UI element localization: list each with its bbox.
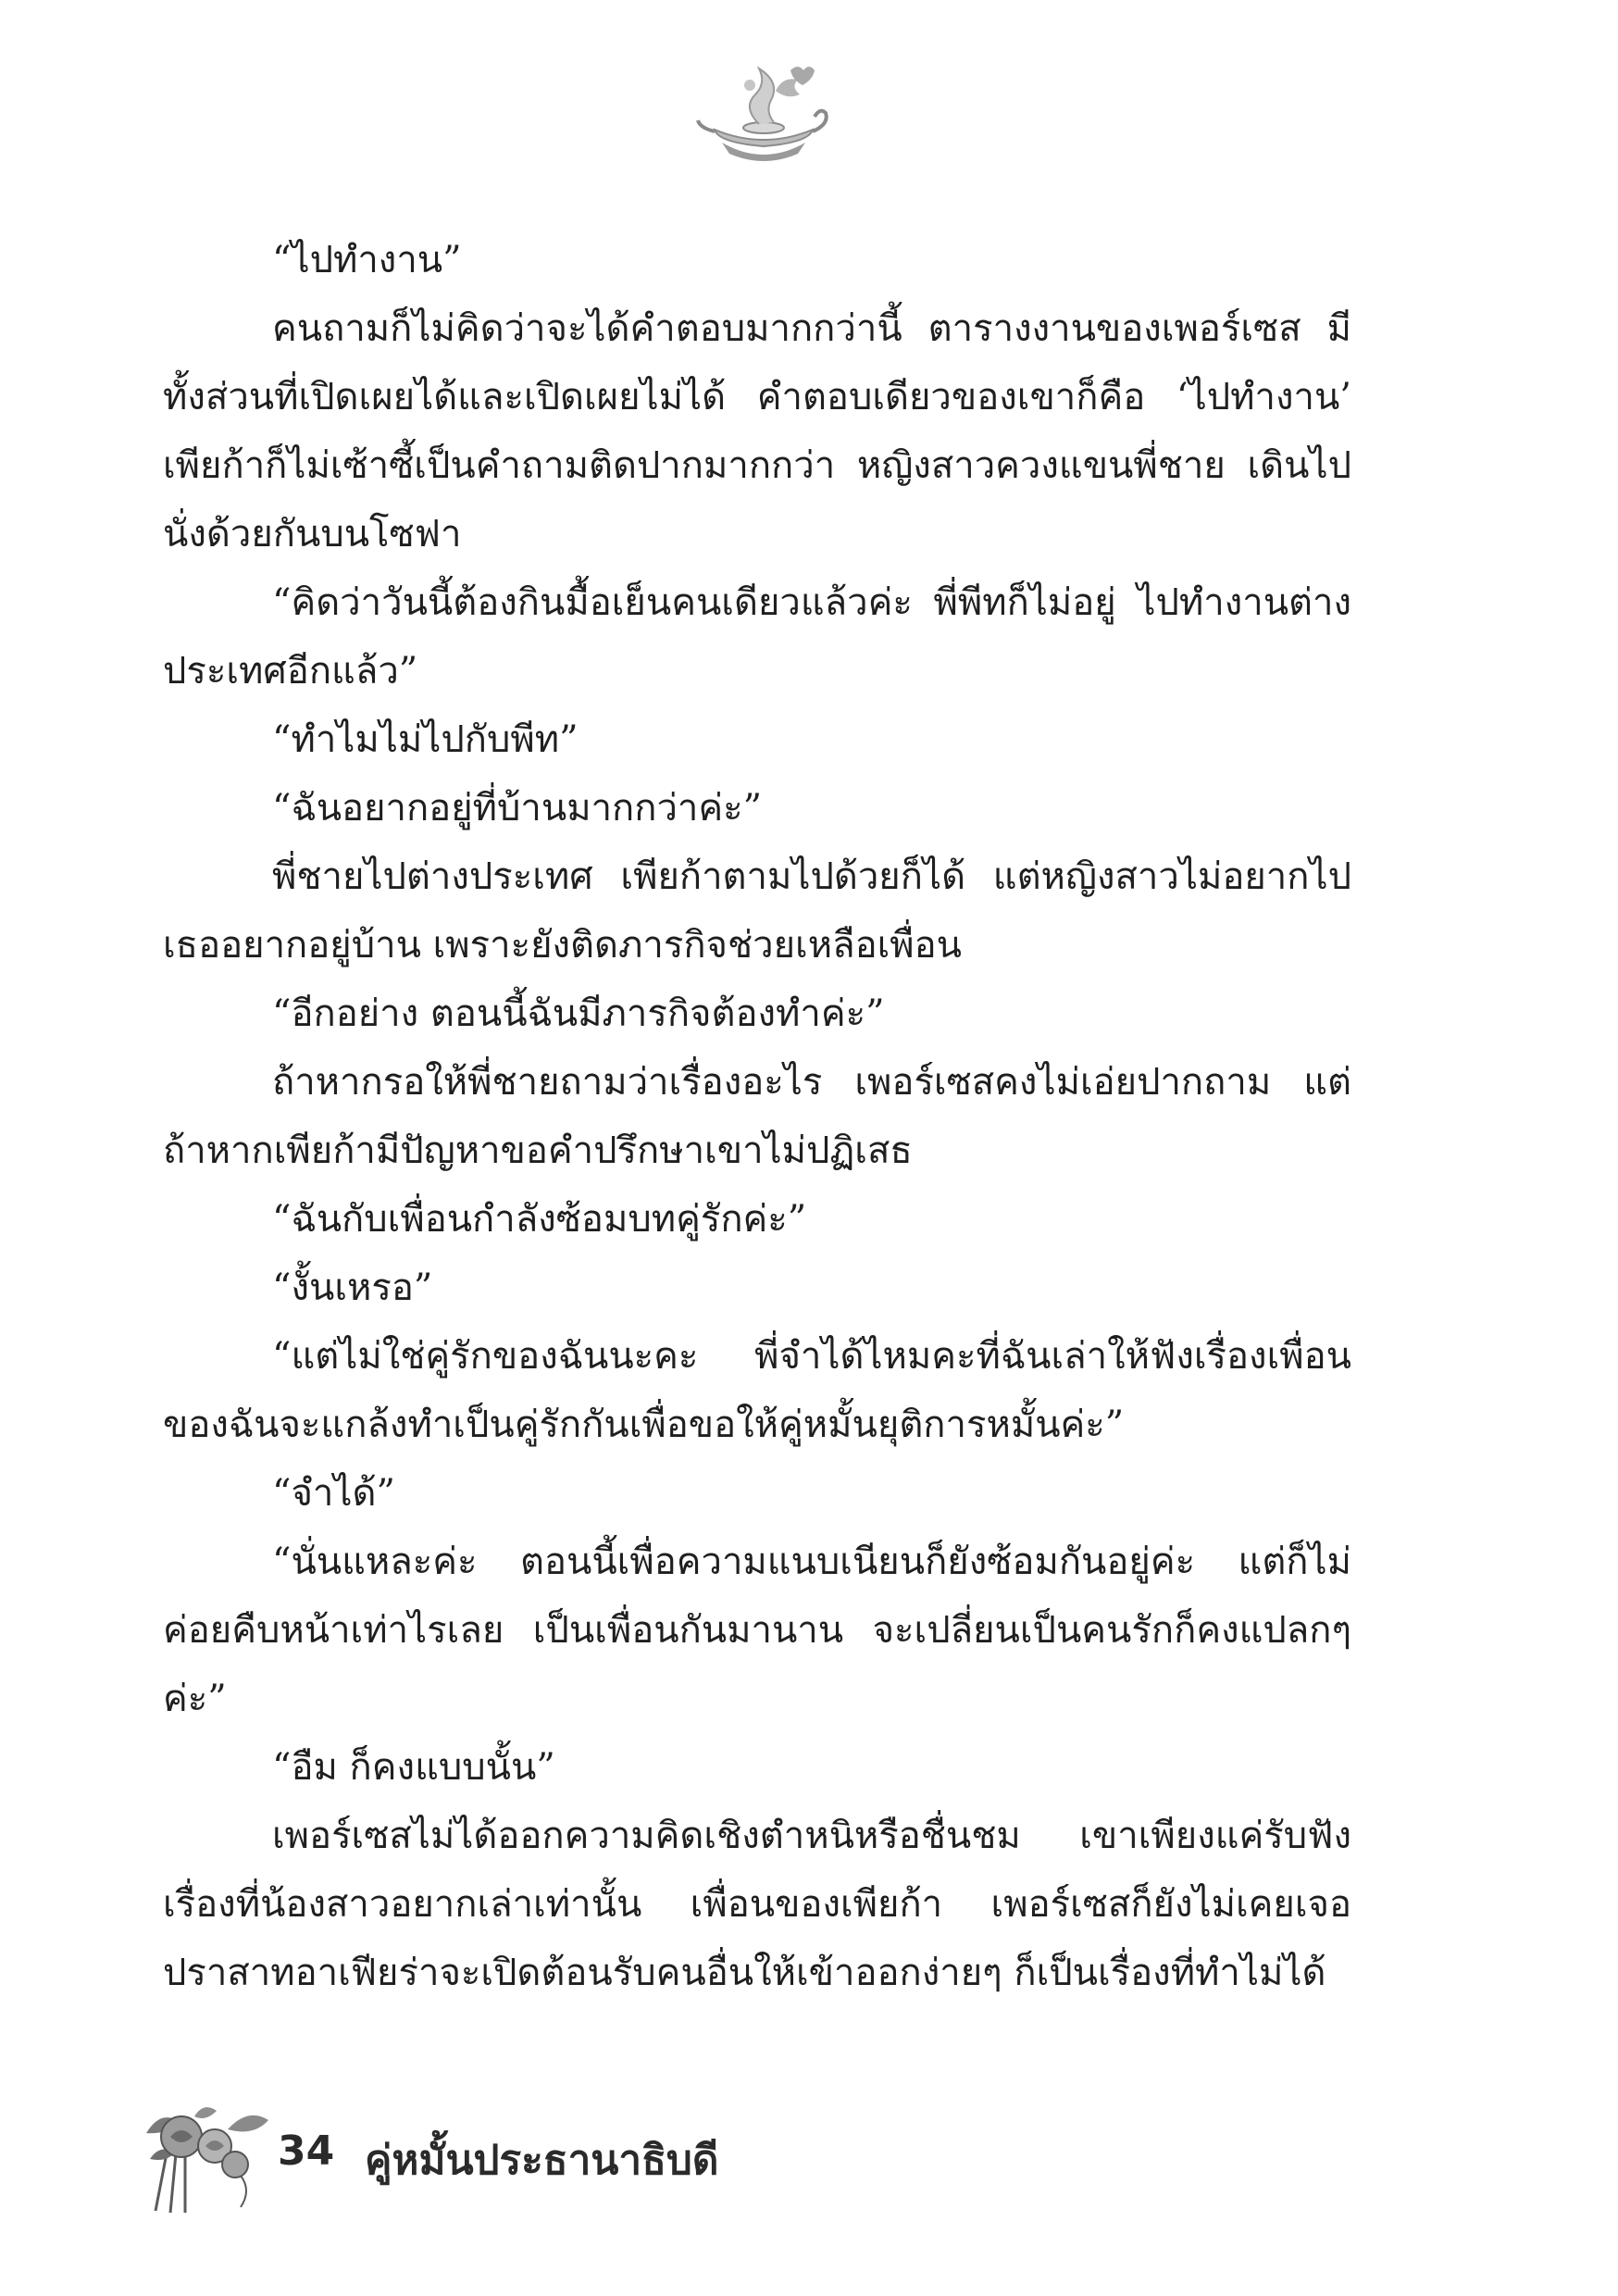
paragraph: “ไปทำงาน”: [272, 239, 462, 281]
paragraph: “คิดว่าวันนี้ต้องกินมื้อเย็นคนเดียวแล้วค่ะ พี่พีทก็ไม่อยู่ ไปทำงานต่างประเทศอีกแล้ว”: [163, 581, 1351, 693]
body-text: [163, 226, 1351, 2007]
page-number: 34: [278, 2128, 335, 2175]
paragraph: “อืม ก็คงแบบนั้น”: [272, 1746, 555, 1789]
paragraph: “งั้นเหรอ”: [272, 1267, 433, 1309]
paragraph: “นั่นแหละค่ะ ตอนนี้เพื่อความแนบเนียนก็ยังซ้อมกันอยู่ค่ะ แต่ก็ไม่ค่อยคืบหน้าเท่าไรเลย เป็นเพื่อนกันมานาน จะเปลี่ยนเป็นคนรักก็คงแปลกๆ ค่ะ”: [163, 1541, 1351, 1720]
paragraph: “แต่ไม่ใช่คู่รักของฉันนะคะ พี่จำได้ไหมคะที่ฉันเล่าให้ฟังเรื่องเพื่อนของฉันจะแกล้งทำเป็นคู่รักกันเพื่อขอให้คู่หมั้นยุติการหมั้นค่ะ”: [163, 1335, 1351, 1446]
rose-bouquet-icon: [139, 2098, 278, 2214]
paragraph: “ฉันกับเพื่อนกำลังซ้อมบทคู่รักค่ะ”: [272, 1198, 807, 1241]
magic-lamp-icon: [694, 57, 833, 168]
page-footer: [139, 2098, 972, 2218]
paragraph: คนถามก็ไม่คิดว่าจะได้คำตอบมากกว่านี้ ตารางงานของเพอร์เซส มีทั้งส่วนที่เปิดเผยได้และเปิดเผยไม่ได้ คำตอบเดียวของเขาก็คือ ‘ไปทำงาน’ เพียก้าก็ไม่เซ้าซี้เป็นคำถามติดปากมากกว่า หญิงสาวควงแขนพี่ชาย เดินไปนั่งด้วยกันบนโซฟา: [163, 307, 1351, 555]
paragraph: “จำได้”: [272, 1472, 395, 1515]
paragraph: “อีกอย่าง ตอนนี้ฉันมีภารกิจต้องทำค่ะ”: [272, 992, 885, 1035]
paragraph: พี่ชายไปต่างประเทศ เพียก้าตามไปด้วยก็ได้ แต่หญิงสาวไม่อยากไปเธออยากอยู่บ้าน เพราะยังติดภารกิจช่วยเหลือเพื่อน: [163, 855, 1351, 967]
paragraph: เพอร์เซสไม่ได้ออกความคิดเชิงตำหนิหรือชื่นชม เขาเพียงแค่รับฟังเรื่องที่น้องสาวอยากเล่าเท่านั้น เพื่อนของเพียก้า เพอร์เซสก็ยังไม่เคยเจอปราสาทอาเฟียร่าจะเปิดต้อนรับคนอื่นให้เข้าออกง่ายๆ ก็เป็นเรื่องที่ทำไม่ได้: [163, 1815, 1351, 1994]
paragraph: ถ้าหากรอให้พี่ชายถามว่าเรื่องอะไร เพอร์เซสคงไม่เอ่ยปากถาม แต่ถ้าหากเพียก้ามีปัญหาขอคำปรึกษาเขาไม่ปฏิเสธ: [163, 1061, 1351, 1172]
paragraph: “ทำไมไม่ไปกับพีท”: [272, 718, 579, 761]
book-title: คู่หมั้นประธานาธิบดี: [365, 2137, 719, 2184]
paragraph: “ฉันอยากอยู่ที่บ้านมากกว่าค่ะ”: [272, 787, 763, 830]
